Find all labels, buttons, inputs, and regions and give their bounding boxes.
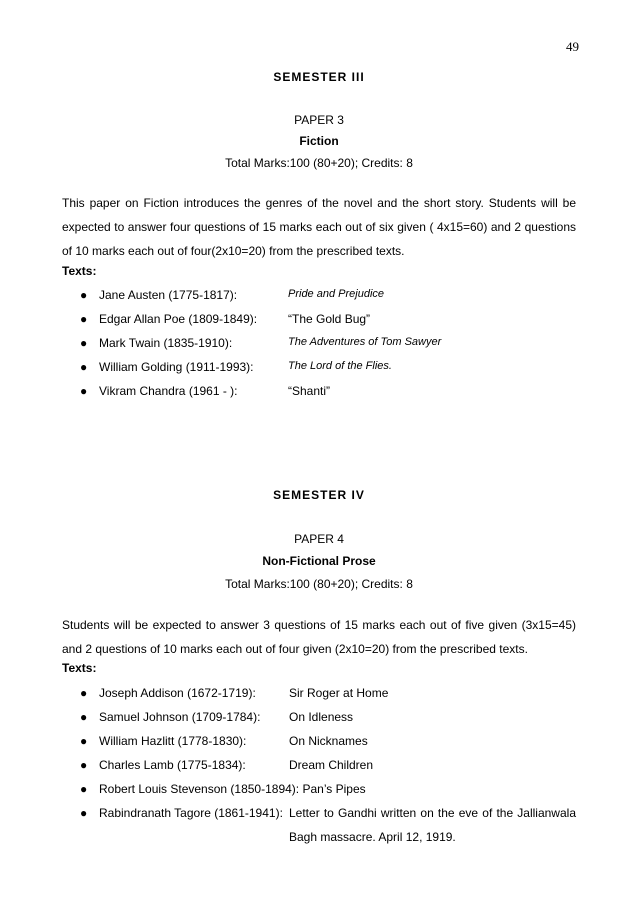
paper-3-text-item: [0, 336, 638, 358]
text-author: Rabindranath Tagore (1861-1941):: [99, 806, 283, 820]
page-number: 49: [566, 39, 579, 54]
text-work: On Nicknames: [289, 734, 368, 748]
paper-3-texts-heading: Texts:: [62, 264, 97, 278]
text-work: The Lord of the Flies.: [288, 360, 392, 372]
bullet-icon: ●: [80, 288, 88, 302]
bullet-icon: ●: [80, 710, 88, 724]
text-work: Dream Children: [289, 758, 374, 772]
paper-3-text-item: [0, 288, 638, 310]
text-author: Edgar Allan Poe (1809-1849):: [99, 312, 258, 326]
paper-3-label: PAPER 3: [294, 113, 344, 127]
paper-4-intro: Students will be expected to answer 3 questions of 15 marks each out of five given (3x15=45) and 2 questions of 10 marks each out of four given (2x10=20) from the prescribed texts.: [62, 618, 576, 656]
paper-3-text-item: [0, 384, 638, 406]
text-author: Joseph Addison (1672-1719):: [99, 686, 256, 700]
bullet-icon: ●: [80, 758, 88, 772]
paper-3-subject: Fiction: [299, 134, 339, 148]
paper-4-texts-heading: Texts:: [62, 661, 97, 675]
text-work: Sir Roger at Home: [289, 686, 389, 700]
paper-4-text-item: [0, 734, 638, 756]
paper-4-text-item: [0, 758, 638, 780]
bullet-icon: ●: [80, 312, 88, 326]
text-author: Jane Austen (1775-1817):: [99, 288, 238, 302]
paper-3-marks: Total Marks:100 (80+20); Credits: 8: [225, 156, 413, 170]
text-work: Letter to Gandhi written on the eve of the Jallianwala Bagh massacre. April 12, 1919.: [289, 806, 576, 844]
text-work: “The Gold Bug”: [288, 312, 371, 326]
paper-4-marks: Total Marks:100 (80+20); Credits: 8: [225, 577, 413, 591]
semester-4-heading: SEMESTER IV: [273, 488, 365, 502]
text-work: “Shanti”: [288, 384, 331, 398]
paper-4-text-item: [0, 686, 638, 708]
bullet-icon: ●: [80, 336, 88, 350]
paper-3-text-item: [0, 360, 638, 382]
text-author: Samuel Johnson (1709-1784):: [99, 710, 261, 724]
text-author: William Hazlitt (1778-1830):: [99, 734, 247, 748]
paper-4-subject: Non-Fictional Prose: [262, 554, 376, 568]
text-work: The Adventures of Tom Sawyer: [288, 336, 442, 348]
bullet-icon: ●: [80, 360, 88, 374]
bullet-icon: ●: [80, 782, 88, 796]
text-author: Vikram Chandra (1961 - ):: [99, 384, 238, 398]
text-author: Mark Twain (1835-1910):: [99, 336, 233, 350]
text-author: Robert Louis Stevenson (1850-1894): Pan’s Pipes: [99, 782, 366, 796]
paper-4-text-item: [0, 710, 638, 732]
bullet-icon: ●: [80, 734, 88, 748]
semester-3-heading: SEMESTER III: [273, 70, 365, 84]
text-work: Pride and Prejudice: [288, 288, 385, 300]
text-author: Charles Lamb (1775-1834):: [99, 758, 246, 772]
bullet-icon: ●: [80, 686, 88, 700]
paper-4-label: PAPER 4: [294, 532, 344, 546]
text-work: On Idleness: [289, 710, 354, 724]
bullet-icon: ●: [80, 806, 88, 820]
paper-3-intro: This paper on Fiction introduces the genres of the novel and the short story. Students will be expected to answer four questions of 15 marks each out of six given ( 4x15=60) and 2 questions of 10 marks each out of four(2x10=20) from the prescribed texts.: [62, 196, 576, 258]
text-author: William Golding (1911-1993):: [99, 360, 254, 374]
paper-3-text-item: [0, 312, 638, 334]
bullet-icon: ●: [80, 384, 88, 398]
